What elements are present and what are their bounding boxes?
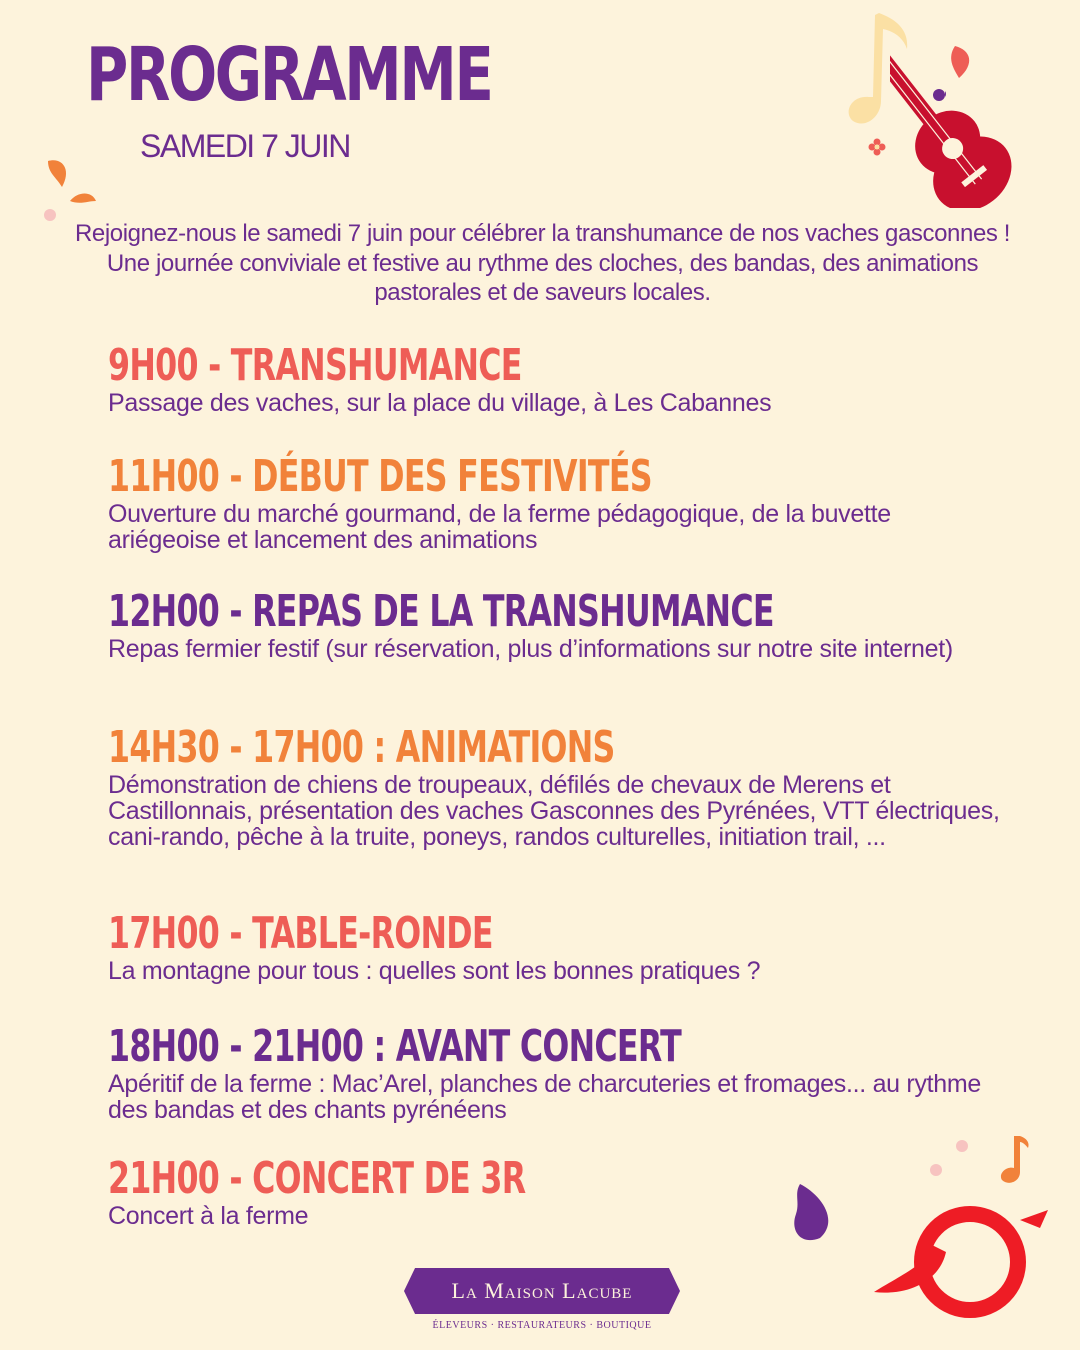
petal-decoration-icon <box>40 155 100 225</box>
event-description: Passage des vaches, sur la place du village, à Les Cabannes <box>108 389 772 417</box>
petal-decoration-icon <box>790 1180 840 1245</box>
event-description: Concert à la ferme <box>108 1202 309 1230</box>
event-description: Apéritif de la ferme : Mac’Arel, planches de charcuteries et fromages... au rythme des bandas et des chants pyrénéens <box>108 1070 982 1124</box>
event-heading: 14H30 - 17H00 : ANIMATIONS <box>108 722 615 773</box>
event-description: La montagne pour tous : quelles sont les bonnes pratiques ? <box>108 957 761 985</box>
music-note-icon <box>922 1132 1042 1192</box>
page-subtitle: SAMEDI 7 JUIN <box>140 128 350 164</box>
event-repas <box>108 584 1008 662</box>
brand-tagline: ÉLEVEURS · RESTAURATEURS · BOUTIQUE <box>432 1320 652 1331</box>
event-heading: 21H00 - CONCERT DE 3R <box>108 1153 526 1204</box>
event-festivites <box>108 449 1008 553</box>
page-title: PROGRAMME <box>86 32 492 118</box>
brand-logo <box>404 1268 680 1340</box>
event-avant-concert <box>108 1019 1008 1123</box>
event-heading: 11H00 - DÉBUT DES FESTIVITÉS <box>108 451 652 502</box>
event-heading: 17H00 - TABLE-RONDE <box>108 908 493 959</box>
event-transhumance <box>108 338 1008 416</box>
event-animations <box>108 720 1008 850</box>
event-description: Repas fermier festif (sur réservation, plus d’informations sur notre site internet) <box>108 635 953 663</box>
horn-icon <box>870 1200 1060 1330</box>
brand-name: La Maison Lacube <box>451 1278 633 1303</box>
flower-icon <box>868 138 886 156</box>
event-heading: 9H00 - TRANSHUMANCE <box>108 340 522 391</box>
guitar-icon <box>890 28 1080 208</box>
event-description: Ouverture du marché gourmand, de la ferme pédagogique, de la buvette ariégeoise et lancement des animations <box>108 500 891 554</box>
event-heading: 18H00 - 21H00 : AVANT CONCERT <box>108 1021 681 1072</box>
intro-text: Rejoignez-nous le samedi 7 juin pour célébrer la transhumance de nos vaches gasconnes ! Une journée conviviale et festive au rythme des cloches, des bandas, des animations pastorales et de saveurs locales. <box>74 220 1011 306</box>
event-table-ronde <box>108 906 1008 984</box>
event-description: Démonstration de chiens de troupeaux, défilés de chevaux de Merens et Castillonnais, présentation des vaches Gasconnes des Pyrénées, VTT électriques, cani-rando, pêche à la truite, poneys, randos culturelles, initiation trail, ... <box>108 771 1000 851</box>
event-heading: 12H00 - REPAS DE LA TRANSHUMANCE <box>108 586 774 637</box>
